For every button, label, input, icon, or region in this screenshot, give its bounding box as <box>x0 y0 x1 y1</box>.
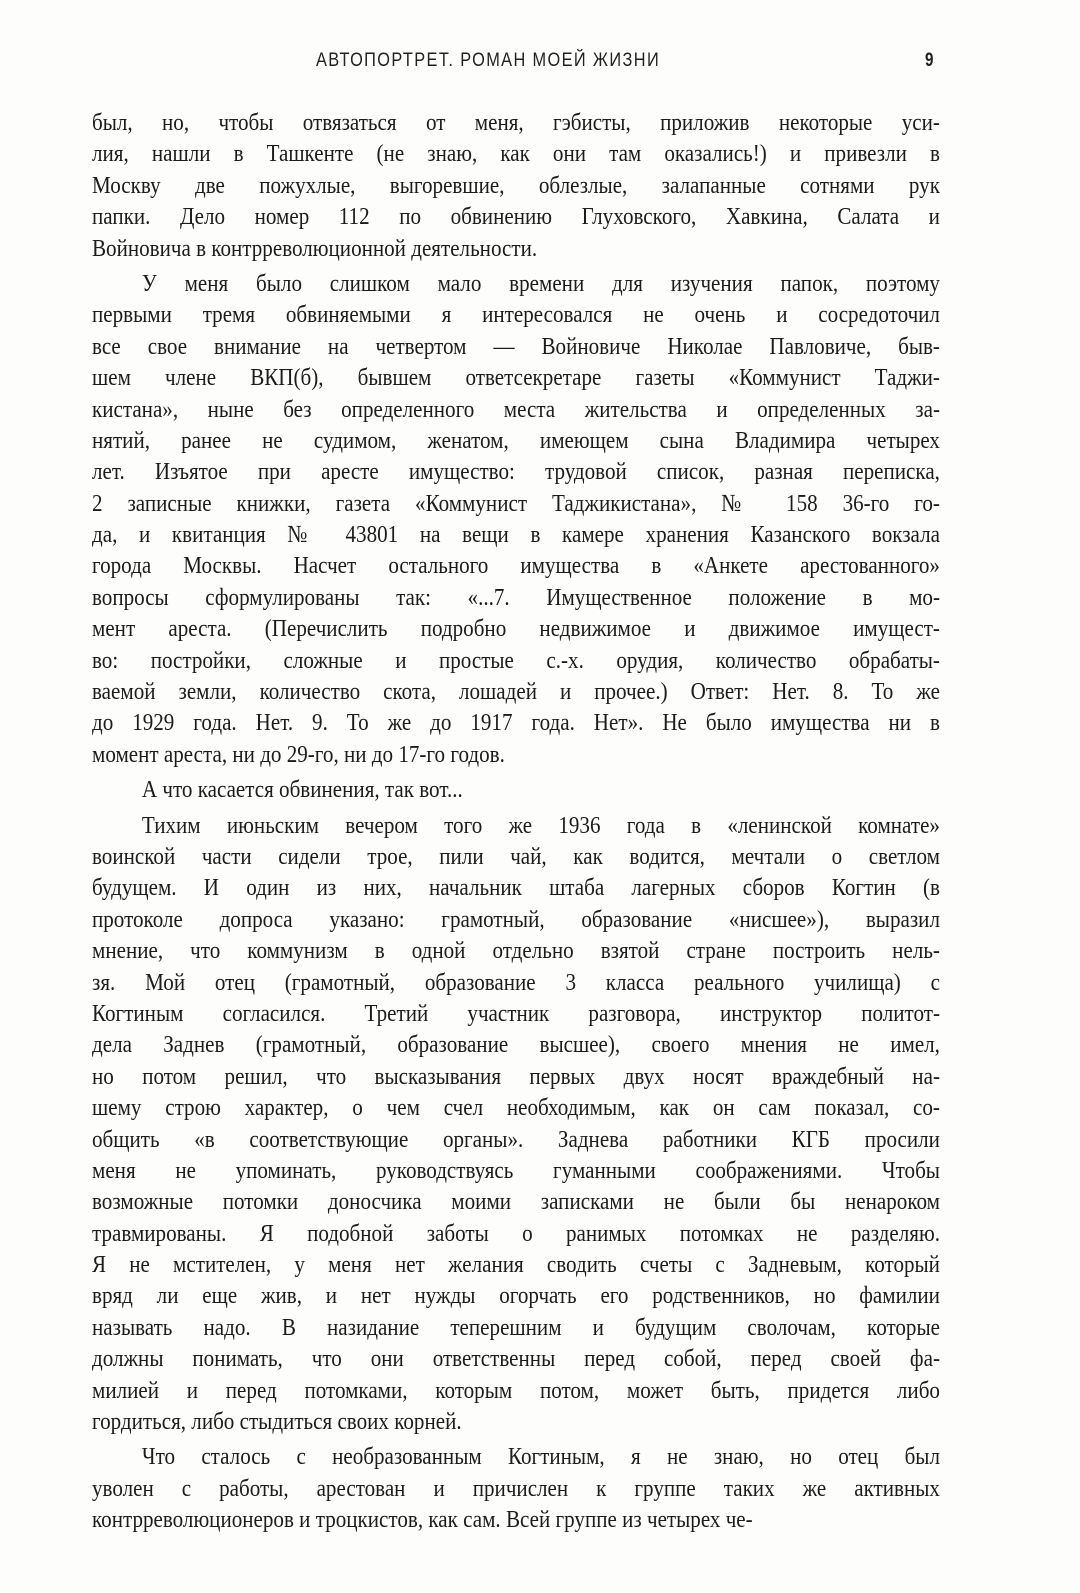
text-line: У меня было слишком мало времени для изучения папок, поэтому <box>141 269 940 297</box>
text-line: до 1929 года. Нет. 9. То же до 1917 года. Нет». Не было имущества ни в <box>92 709 940 737</box>
text-line: города Москвы. Насчет остального имущества в «Анкете арестованного» <box>92 552 940 580</box>
paragraph <box>92 268 940 770</box>
text-line: мент ареста. (Перечислить подробно недвижимое и движимое имущест- <box>92 615 940 643</box>
text-line: вопросы сформулированы так: «...7. Имущественное положение в мо- <box>92 583 940 611</box>
text-line: зя. Мой отец (грамотный, образование 3 класса реального училища) с <box>92 968 940 996</box>
text-line: папки. Дело номер 112 по обвинению Глуховского, Хавкина, Салата и <box>92 203 940 231</box>
text-line: А что касается обвинения, так вот... <box>141 776 463 804</box>
text-line: общить «в соответствующие органы». Заднева работники КГБ просили <box>92 1125 940 1153</box>
paragraph <box>92 810 940 1438</box>
body-text <box>92 107 940 1540</box>
text-line: должны понимать, что они ответственны перед собой, перед своей фа- <box>92 1345 940 1373</box>
text-line: во: постройки, сложные и простые с.-х. орудия, количество обрабаты- <box>92 646 940 674</box>
paragraph <box>92 107 940 264</box>
text-line: шему строю характер, о чем счел необходимым, как он сам показал, со- <box>92 1094 940 1122</box>
text-line: контрреволюционеров и троцкистов, как сам. Всей группе из четырех че- <box>92 1506 753 1534</box>
text-line: гордиться, либо стыдиться своих корней. <box>92 1408 462 1436</box>
text-line: да, и квитанция № 43801 на вещи в камере хранения Казанского вокзала <box>92 521 940 549</box>
text-line: ваемой земли, количество скота, лошадей и прочее.) Ответ: Нет. 8. То же <box>92 678 940 706</box>
text-line: мнение, что коммунизм в одной отдельно взятой стране построить нель- <box>92 937 940 965</box>
text-line: возможные потомки доносчика моими записками не были бы ненароком <box>92 1188 940 1216</box>
page-number: 9 <box>925 50 934 71</box>
text-line: но потом решил, что высказывания первых двух носят враждебный на- <box>92 1062 940 1090</box>
text-line: дела Заднев (грамотный, образование высшее), своего мнения не имел, <box>92 1031 940 1059</box>
text-line: уволен с работы, арестован и причислен к группе таких же активных <box>92 1474 940 1502</box>
text-line: лет. Изъятое при аресте имущество: трудовой список, разная переписка, <box>92 458 940 486</box>
text-line: будущем. И один из них, начальник штаба лагерных сборов Когтин (в <box>92 874 940 902</box>
text-line: Войновича в контрреволюционной деятельности. <box>92 234 538 262</box>
text-line: Я не мстителен, у меня нет желания сводить счеты с Задневым, который <box>92 1251 940 1279</box>
paragraph <box>92 1441 940 1535</box>
text-line: шем члене ВКП(б), бывшем ответсекретаре газеты «Коммунист Таджи- <box>92 364 940 392</box>
text-line: протоколе допроса указано: грамотный, образование «нисшее»), выразил <box>92 905 940 933</box>
text-line: был, но, чтобы отвязаться от меня, гэбисты, приложив некоторые уси- <box>92 109 940 136</box>
text-line: лия, нашли в Ташкенте (не знаю, как они там оказались!) и привезли в <box>92 140 940 168</box>
text-line: меня не упоминать, руководствуясь гуманными соображениями. Чтобы <box>92 1156 940 1184</box>
text-line: вряд ли еще жив, и нет нужды огорчать его родственников, но фамилии <box>92 1282 940 1310</box>
text-line: кистана», ныне без определенного места жительства и определенных за- <box>92 395 940 423</box>
paragraph <box>92 774 940 805</box>
running-title: АВТОПОРТРЕТ. РОМАН МОЕЙ ЖИЗНИ <box>316 50 661 71</box>
text-line: травмированы. Я подобной заботы о ранимых потомках не разделяю. <box>92 1219 940 1247</box>
text-line: момент ареста, ни до 29-го, ни до 17-го годов. <box>92 740 505 768</box>
text-line: воинской части сидели трое, пили чай, как водится, мечтали о светлом <box>92 842 940 870</box>
text-line: называть надо. В назидание теперешним и будущим сволочам, которые <box>92 1313 940 1341</box>
text-line: нятий, ранее не судимом, женатом, имеющем сына Владимира четырех <box>92 426 940 454</box>
text-line: 2 записные книжки, газета «Коммунист Таджикистана», № 158 36-го го- <box>92 489 940 517</box>
paragraph-gap <box>92 1536 940 1540</box>
text-line: Москву две пожухлые, выгоревшие, облезлые, залапанные сотнями рук <box>92 171 940 199</box>
text-line: Что сталось с необразованным Когтиным, я не знаю, но отец был <box>141 1443 940 1471</box>
text-line: Тихим июньским вечером того же 1936 года в «ленинской комнате» <box>141 811 940 839</box>
text-line: милией и перед потомками, которым потом, может быть, придется либо <box>92 1376 940 1404</box>
text-line: все свое внимание на четвертом — Войновиче Николае Павловиче, быв- <box>92 332 940 360</box>
text-line: первыми тремя обвиняемыми я интересовался не очень и сосредоточил <box>92 301 940 329</box>
text-line: Когтиным согласился. Третий участник разговора, инструктор политот- <box>92 999 940 1027</box>
